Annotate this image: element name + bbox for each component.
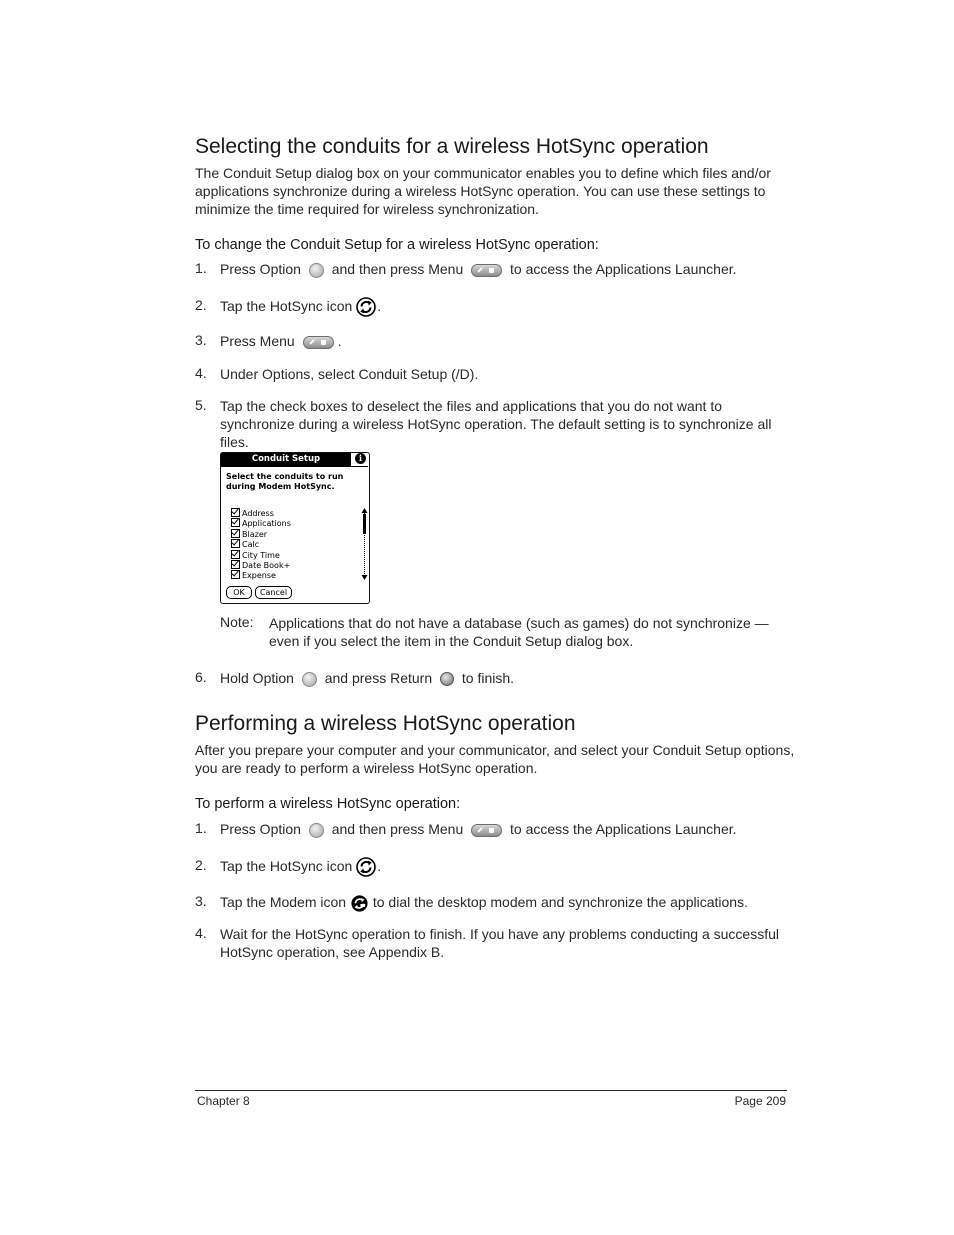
- menu-button-icon: [303, 336, 334, 349]
- modem-hotsync-icon: [350, 894, 369, 913]
- step-text: .: [377, 858, 382, 874]
- step-text: to finish.: [461, 670, 515, 686]
- footer-chapter: Chapter 8: [197, 1094, 250, 1108]
- scroll-up-arrow-icon[interactable]: [362, 508, 368, 513]
- checkbox-checked-icon[interactable]: [231, 550, 240, 559]
- step-number: 1.: [195, 820, 207, 836]
- conduit-item-label: Blazer: [242, 529, 268, 539]
- step-text: and press Return: [324, 670, 433, 686]
- step-number: 2.: [195, 297, 207, 313]
- conduit-item-label: Applications: [242, 519, 291, 529]
- scroll-thumb[interactable]: [363, 514, 366, 534]
- conduit-item-label: City Time: [242, 550, 280, 560]
- ok-button[interactable]: OK: [226, 586, 252, 599]
- conduit-item[interactable]: [231, 570, 291, 580]
- section-heading-conduits: Selecting the conduits for a wireless HotSync operation: [195, 135, 709, 158]
- step-number: 2.: [195, 857, 207, 873]
- step-number: 6.: [195, 669, 207, 685]
- footer-page-number: Page 209: [734, 1094, 786, 1108]
- step-text: to dial the desktop modem and synchronize the applications.: [372, 894, 748, 910]
- step-number: 5.: [195, 397, 207, 413]
- conduit-item-label: Date Book+: [242, 560, 291, 570]
- step-text: Tap the Modem icon: [220, 894, 347, 910]
- step-text: .: [377, 298, 382, 314]
- conduit-item[interactable]: [231, 518, 291, 528]
- step-5-text: Tap the check boxes to deselect the files and applications that you do not want to synchronize during a wireless HotSync operation. The default setting is to synchronize all files.: [220, 398, 772, 450]
- s2-step-1-text: [220, 820, 737, 838]
- note-text: Applications that do not have a database (such as games) do not synchronize — even if you select the item in the Conduit Setup dialog box.: [269, 615, 769, 649]
- conduit-setup-screenshot: [220, 452, 370, 604]
- checkbox-checked-icon[interactable]: [231, 518, 240, 527]
- step-text: Hold Option: [220, 670, 294, 686]
- s2-step-4-text: Wait for the HotSync operation to finish. If you have any problems conducting a successful HotSync operation, see Appendix B.: [220, 926, 779, 960]
- step-text: Press Option: [220, 821, 301, 837]
- palm-dialog-title: Conduit Setup: [221, 453, 351, 466]
- step-text: and then press Menu: [331, 821, 464, 837]
- step-text: to access the Applications Launcher.: [510, 261, 737, 277]
- conduit-item[interactable]: [231, 539, 291, 549]
- step-number: 1.: [195, 260, 207, 276]
- step-number: 3.: [195, 332, 207, 348]
- menu-button-icon: [471, 824, 502, 837]
- menu-button-icon: [471, 264, 502, 277]
- step-4-text: Under Options, select Conduit Setup (/D).: [220, 366, 479, 382]
- section-intro-performing: After you prepare your computer and your communicator, and select your Conduit Setup options, you are ready to perform a wireless HotSync operation.: [195, 742, 795, 776]
- step-1-text: [220, 260, 737, 278]
- conduit-list-scrollbar[interactable]: [361, 508, 368, 580]
- option-button-icon: [309, 823, 324, 838]
- conduit-item[interactable]: [231, 529, 291, 539]
- step-2-text: [220, 297, 381, 317]
- footer-divider: [195, 1090, 787, 1091]
- step-text: Tap the HotSync icon: [220, 858, 353, 874]
- option-button-icon: [302, 672, 317, 687]
- info-icon[interactable]: i: [355, 453, 366, 464]
- palm-title-bar: [221, 453, 368, 467]
- scroll-down-arrow-icon[interactable]: [362, 575, 368, 580]
- step-3-text: [220, 332, 341, 350]
- step-text: and then press Menu: [331, 261, 464, 277]
- step-text: Press Option: [220, 261, 301, 277]
- section-heading-performing: Performing a wireless HotSync operation: [195, 712, 576, 735]
- step-text: .: [337, 333, 342, 349]
- conduit-item[interactable]: [231, 550, 291, 560]
- return-button-icon: [440, 672, 454, 686]
- hotsync-icon: [356, 857, 376, 877]
- step-number: 4.: [195, 925, 207, 941]
- step-number: 4.: [195, 365, 207, 381]
- procedure-title-perform: To perform a wireless HotSync operation:: [195, 796, 461, 812]
- hotsync-icon: [356, 297, 376, 317]
- cancel-button[interactable]: Cancel: [255, 586, 292, 599]
- step-text: Tap the HotSync icon: [220, 298, 353, 314]
- option-button-icon: [309, 263, 324, 278]
- conduit-item-label: Address: [242, 509, 274, 518]
- step-text: to access the Applications Launcher.: [510, 821, 737, 837]
- s2-step-3-text: [220, 893, 748, 913]
- section-intro-conduits: The Conduit Setup dialog box on your communicator enables you to define which files and/or applications synchronize during a wireless HotSync operation. You can use these settings to minimize the time required for wireless synchronization.: [195, 165, 771, 217]
- palm-title-divider: [221, 466, 368, 467]
- conduit-item[interactable]: [231, 508, 291, 518]
- checkbox-checked-icon[interactable]: [231, 539, 240, 548]
- conduit-item[interactable]: [231, 560, 291, 570]
- step-6-text: [220, 669, 514, 687]
- checkbox-checked-icon[interactable]: [231, 570, 240, 579]
- procedure-title-conduit-setup: To change the Conduit Setup for a wireless HotSync operation:: [195, 237, 599, 253]
- conduit-item-label: Calc: [242, 540, 260, 550]
- conduit-item-label: Expense: [242, 571, 276, 581]
- s2-step-2-text: [220, 857, 381, 877]
- step-text: Press Menu: [220, 333, 295, 349]
- conduit-list: [231, 508, 291, 581]
- note-label: Note:: [220, 614, 254, 630]
- step-number: 3.: [195, 893, 207, 909]
- palm-dialog-intro: Select the conduits to run during Modem HotSync.: [226, 472, 344, 491]
